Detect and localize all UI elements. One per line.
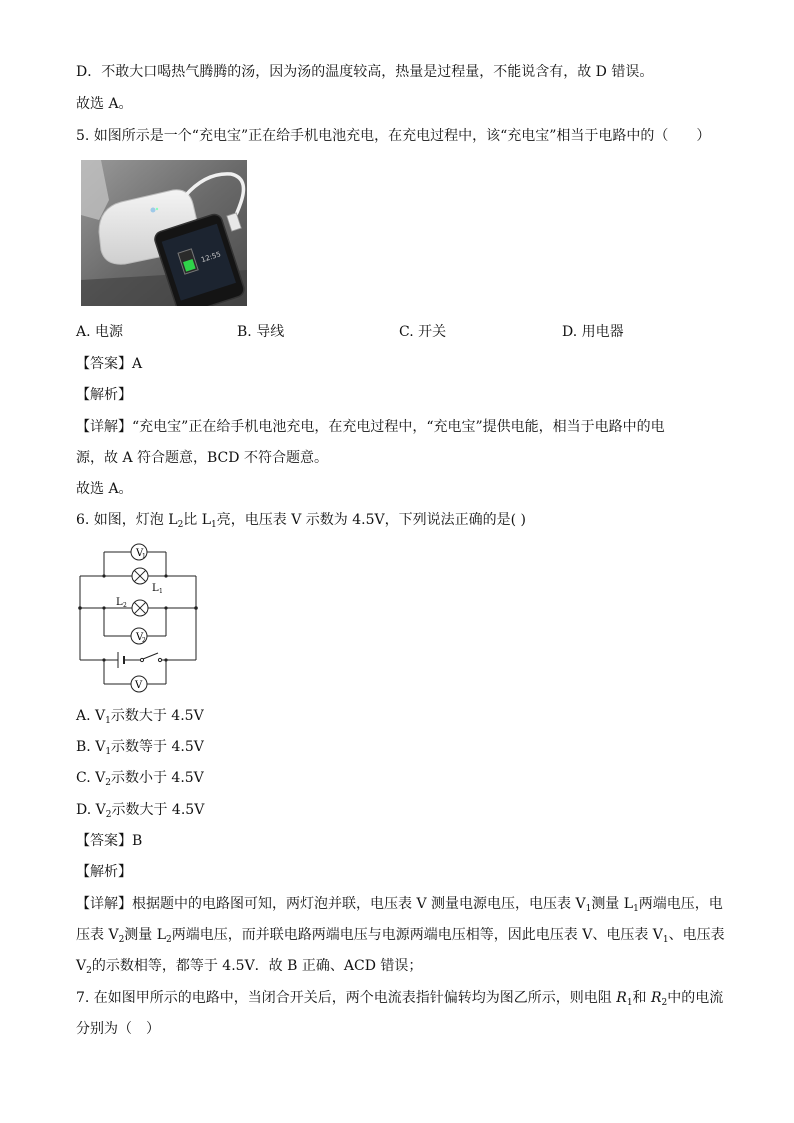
q6-stem: 6. 如图，灯泡 $L_2$比 $L_1$亮，电压表 V 示数为 4.5V，下列说法正确的是( ) xyxy=(76,512,526,530)
power-bank-charging-phone-photo xyxy=(81,160,247,306)
q5-detail-line-2: 源，故 A 符合题意，BCD 不符合题意。 xyxy=(76,450,328,466)
q6-detail-line-3: $V_2$的示数相等，都等于 4.5V．故 B 正确、ACD 错误； xyxy=(76,958,423,976)
q6-answer: 【答案】B xyxy=(76,833,143,849)
q5-option-b: B. 导线 xyxy=(237,324,285,340)
q4-conclusion: 故选 A。 xyxy=(76,96,133,112)
q5-conclusion: 故选 A。 xyxy=(76,481,133,497)
v2-label: V xyxy=(136,632,144,643)
v1-label-sub: 1 xyxy=(142,553,146,560)
q6-detail-line-2: 压表 $V_2$测量 $L_2$两端电压，而并联电路两端电压与电源两端电压相等，因此电压表 V、电压表 $V_1$、电压表 xyxy=(76,927,725,945)
q6-option-d: D. $V_2$示数大于 4.5V xyxy=(76,802,205,820)
q7-stem-line-2: 分别为（ ） xyxy=(76,1021,160,1037)
q5-option-a: A. 电源 xyxy=(76,324,124,340)
q6-option-b: B. $V_1$示数等于 4.5V xyxy=(76,739,204,757)
l1-label: L xyxy=(152,583,159,594)
q5-analysis-label: 【解析】 xyxy=(76,387,132,403)
v-label: V xyxy=(135,680,143,691)
q6-circuit-diagram xyxy=(74,540,204,700)
q5-option-d: D. 用电器 xyxy=(562,324,624,340)
q5-detail-line-1: 【详解】“充电宝”正在给手机电池充电，在充电过程中，“充电宝”提供电能，相当于电路中的电 xyxy=(76,419,665,435)
l1-label-sub: 1 xyxy=(159,588,163,595)
q6-analysis-label: 【解析】 xyxy=(76,864,132,880)
q5-answer: 【答案】A xyxy=(76,356,143,372)
q7-stem-line-1: 7. 在如图甲所示的电路中，当闭合开关后，两个电流表指针偏转均为图乙所示，则电阻 $R_1$和 $R_2$中的电流 xyxy=(76,990,724,1008)
l2-label-sub: 2 xyxy=(123,602,127,609)
l2-label: L xyxy=(116,597,123,608)
q6-option-c: C. $V_2$示数小于 4.5V xyxy=(76,770,204,788)
q5-option-c: C. 开关 xyxy=(399,324,447,340)
q4-option-d: D．不敢大口喝热气腾腾的汤，因为汤的温度较高，热量是过程量，不能说含有，故 D 错误。 xyxy=(76,64,654,80)
q6-detail-line-1: 【详解】根据题中的电路图可知，两灯泡并联，电压表 V 测量电源电压，电压表 $V_1$测量 $L_1$两端电压，电 xyxy=(76,896,723,914)
svg-text:12:55: 12:55 xyxy=(200,250,222,265)
v2-label-sub: 2 xyxy=(142,637,146,644)
v1-label: V xyxy=(136,548,144,559)
q5-stem: 5. 如图所示是一个“充电宝”正在给手机电池充电，在充电过程中，该“充电宝”相当于电路中的（ ） xyxy=(76,128,711,144)
q6-option-a: A. $V_1$示数大于 4.5V xyxy=(76,708,204,726)
